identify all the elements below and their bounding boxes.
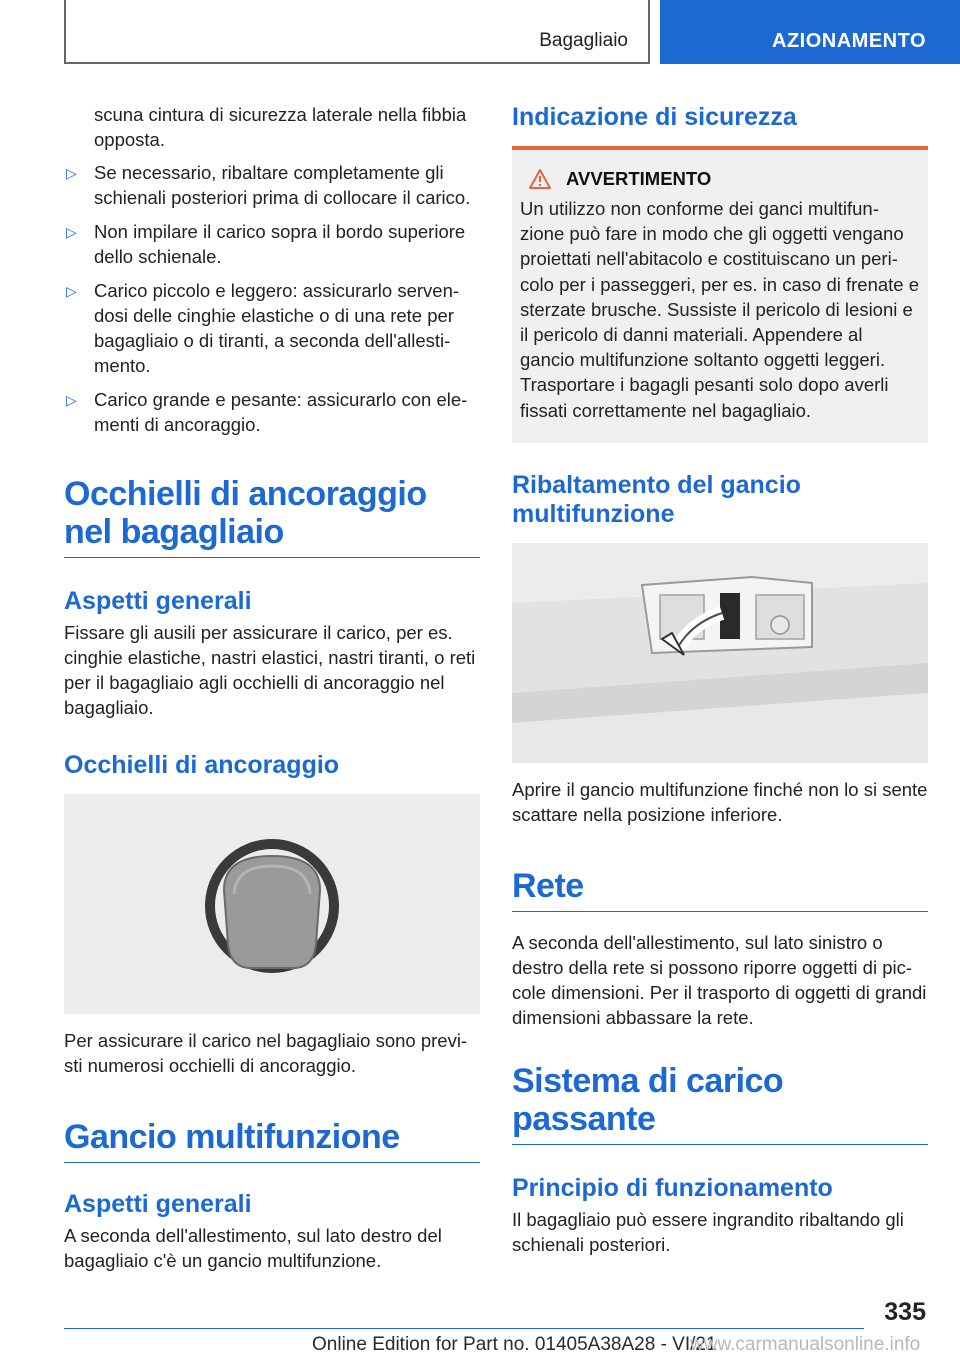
heading-net: Rete — [512, 867, 928, 912]
heading-multifunction-hook: Gancio multifunzione — [64, 1118, 480, 1163]
footer-edition: Online Edition for Part no. 01405A38A28 - VI/21 — [312, 1334, 717, 1355]
warning-text: Un utilizzo non conforme dei ganci multifun-zione può fare in modo che gli oggetti vengano proiettati nell'abitacolo e costituiscano un peri-colo per i passeggeri, per es. in caso di frenate e sterzate brusche. Sussiste il pericolo di lesioni e il pericolo di danni materiali. Appendere al gancio multifunzione soltanto oggetti leggeri. Trasportare i bagagli pesanti solo dopo averli fissati correttamente nel bagagliaio. — [520, 198, 920, 421]
continuation-text: scuna cintura di sicurezza laterale nella fibbia opposta. — [94, 104, 467, 150]
hook-fold-icon — [512, 543, 928, 763]
list-item: ▷ Carico piccolo e leggero: assicurarlo serven-dosi delle cinghie elastiche o di una rete per bagagliaio o di tiranti, a seconda dell'allesti-mento. — [66, 280, 460, 376]
triangle-bullet-icon: ▷ — [66, 283, 77, 299]
list-item: ▷ Carico grande e pesante: assicurarlo con ele-menti di ancoraggio. — [66, 389, 468, 435]
left-column — [64, 102, 480, 1273]
multifunction-hook-illustration — [512, 543, 928, 763]
warning-box — [512, 150, 928, 443]
footer-watermark: www.carmanualsonline.info — [690, 1334, 921, 1355]
anchor-eyelet-illustration — [64, 794, 480, 1014]
fold-caption: Aprire il gancio multifunzione finché non lo si sente scattare nella posizione inferiore. — [512, 778, 928, 825]
triangle-bullet-icon: ▷ — [66, 165, 77, 181]
heading-anchor-eyelets: Occhielli di ancoraggio nel bagagliaio — [64, 475, 480, 558]
heading-safety: Indicazione di sicurezza — [512, 102, 928, 150]
heading-through-loading: Sistema di carico passante — [512, 1062, 928, 1145]
heading-hook-general: Aspetti generali — [64, 1190, 252, 1218]
instruction-list — [64, 160, 480, 437]
warning-triangle-icon — [528, 168, 552, 190]
header-frame — [64, 0, 650, 64]
warning-header — [520, 168, 920, 190]
general-text: Fissare gli ausili per assicurare il carico, per es. cinghie elastiche, nastri elastici, nastri tiranti, o reti per il bagagliaio agli occhielli di ancoraggio nel bagagliaio. — [64, 622, 476, 718]
header-chapter-title: AZIONAMENTO — [772, 30, 927, 52]
heading-general: Aspetti generali — [64, 587, 252, 615]
right-column — [512, 102, 928, 1257]
warning-title: AVVERTIMENTO — [566, 168, 712, 189]
page-number: 335 — [884, 1298, 926, 1326]
eyelets-caption: Per assicurare il carico nel bagagliaio sono previ-sti numerosi occhielli di ancoraggio. — [64, 1030, 468, 1076]
anchor-eyelet-icon — [64, 794, 480, 1014]
footer-divider — [64, 1328, 864, 1329]
triangle-bullet-icon: ▷ — [66, 392, 77, 408]
net-text: A seconda dell'allestimento, sul lato sinistro o destro della rete si possono riporre oggetti di pic-cole dimensioni. Per il trasporto di oggetti di grandi dimensioni abbassare la rete. — [512, 931, 927, 1028]
list-item: ▷ Se necessario, ribaltare completamente gli schienali posteriori prima di collocare il carico. — [66, 162, 471, 208]
header-section-title: Bagagliaio — [539, 30, 628, 51]
triangle-bullet-icon: ▷ — [66, 224, 77, 240]
heading-fold-hook: Ribaltamento del gancio multifunzione — [512, 470, 801, 528]
header-chapter-tab — [660, 0, 960, 64]
principle-text: Il bagagliaio può essere ingrandito ribaltando gli schienali posteriori. — [512, 1208, 904, 1255]
list-item: ▷ Non impilare il carico sopra il bordo superiore dello schienale. — [66, 221, 466, 267]
heading-eyelets: Occhielli di ancoraggio — [64, 751, 340, 779]
hook-general-text: A seconda dell'allestimento, sul lato destro del bagagliaio c'è un gancio multifunzione. — [64, 1225, 442, 1271]
heading-principle: Principio di funzionamento — [512, 1173, 833, 1202]
